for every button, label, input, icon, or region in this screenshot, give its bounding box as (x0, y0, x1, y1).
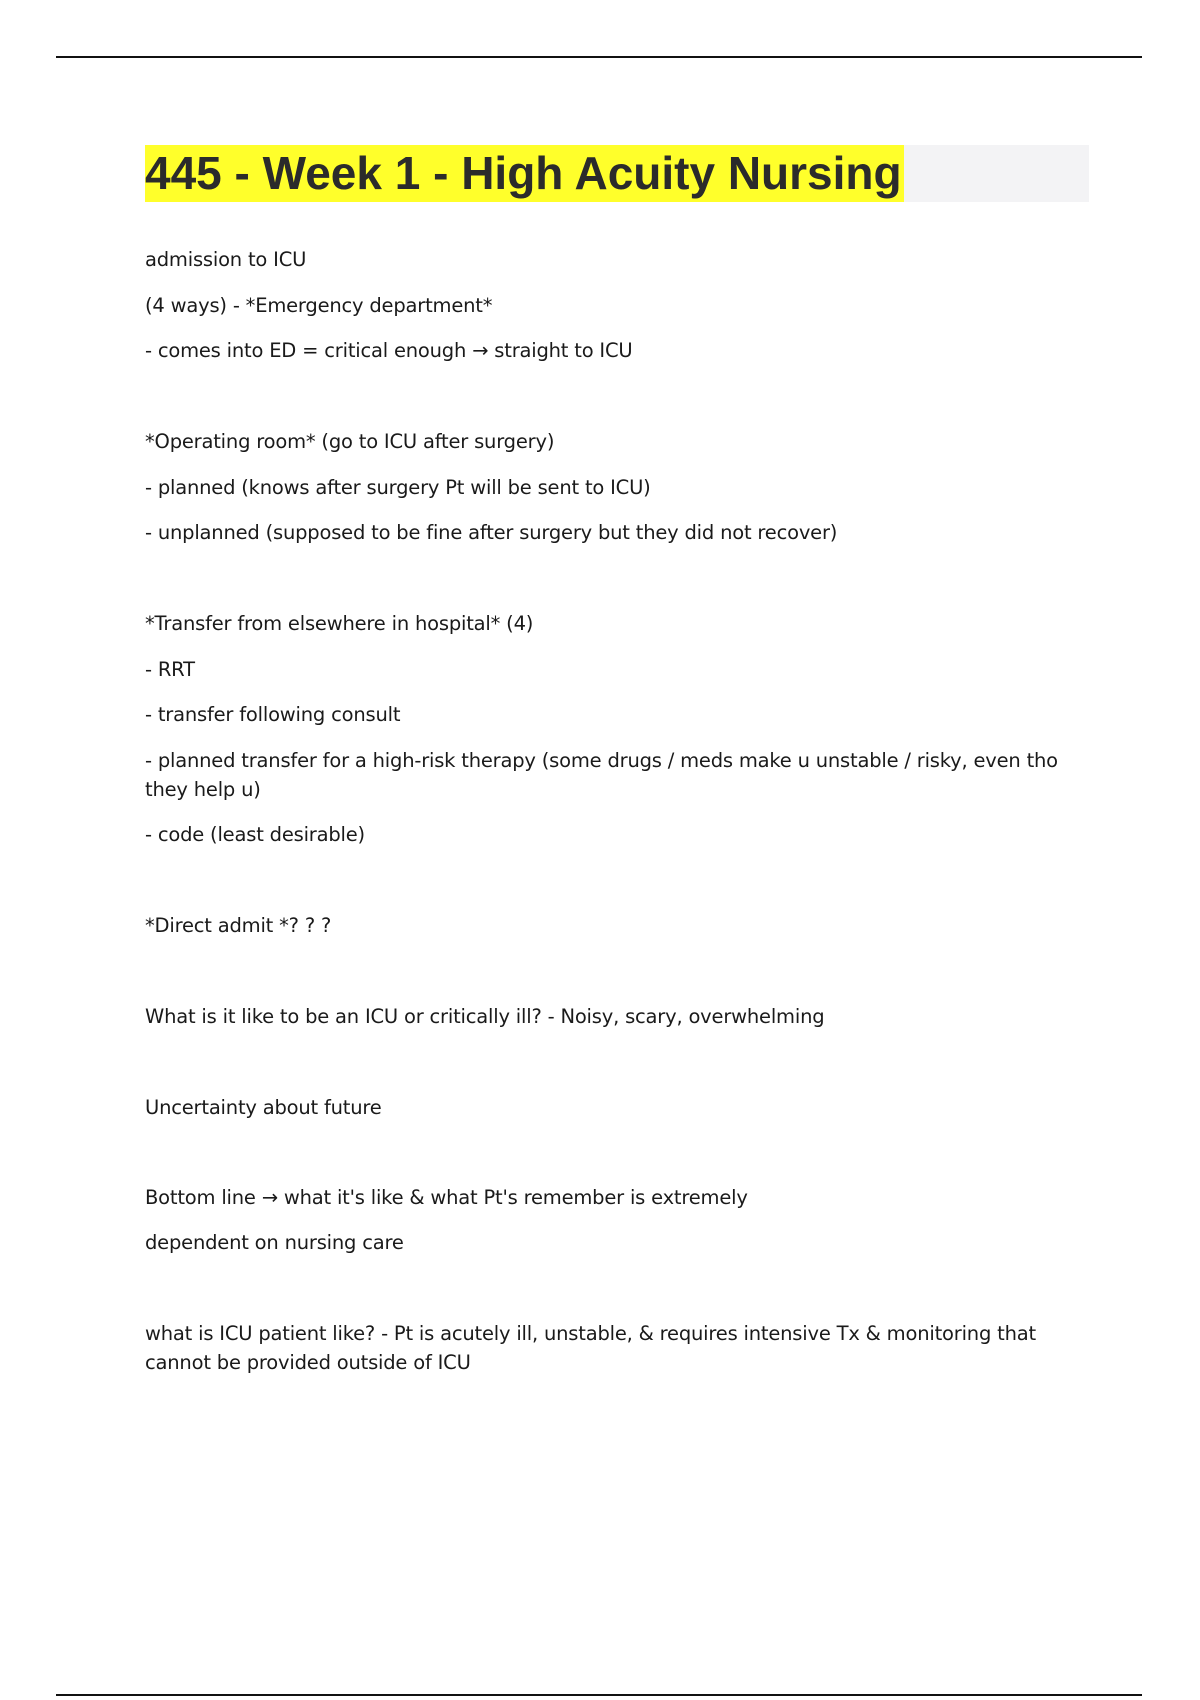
text-line: what is ICU patient like? - Pt is acutely ill, unstable, & requires intensive Tx & monitoring that cannot be provided outside of ICU (145, 1322, 1036, 1374)
text-line: (4 ways) - *Emergency department* (145, 294, 493, 317)
text-line: - planned transfer for a high-risk therapy (some drugs / meds make u unstable / risky, even tho they help u) (145, 749, 1058, 801)
text-line: *Transfer from elsewhere in hospital* (4) (145, 612, 534, 635)
text-line: - unplanned (supposed to be fine after surgery but they did not recover) (145, 521, 838, 544)
text-line: dependent on nursing care (145, 1231, 404, 1254)
text-line: *Direct admit *? ? ? (145, 914, 332, 937)
text-line: admission to ICU (145, 248, 307, 271)
bottom-rule (56, 1694, 1142, 1696)
text-line: - RRT (145, 658, 195, 681)
text-line: Uncertainty about future (145, 1096, 382, 1119)
text-line: - code (least desirable) (145, 823, 365, 846)
text-line: - planned (knows after surgery Pt will be sent to ICU) (145, 476, 651, 499)
text-line: *Operating room* (go to ICU after surgery) (145, 430, 555, 453)
text-line: Bottom line → what it's like & what Pt's remember is extremely (145, 1186, 748, 1209)
document-title: 445 - Week 1 - High Acuity Nursing (145, 145, 904, 202)
text-line: - comes into ED = critical enough → straight to ICU (145, 339, 633, 362)
text-line: - transfer following consult (145, 703, 401, 726)
text-line: What is it like to be an ICU or critically ill? - Noisy, scary, overwhelming (145, 1005, 825, 1028)
top-rule (56, 56, 1142, 58)
